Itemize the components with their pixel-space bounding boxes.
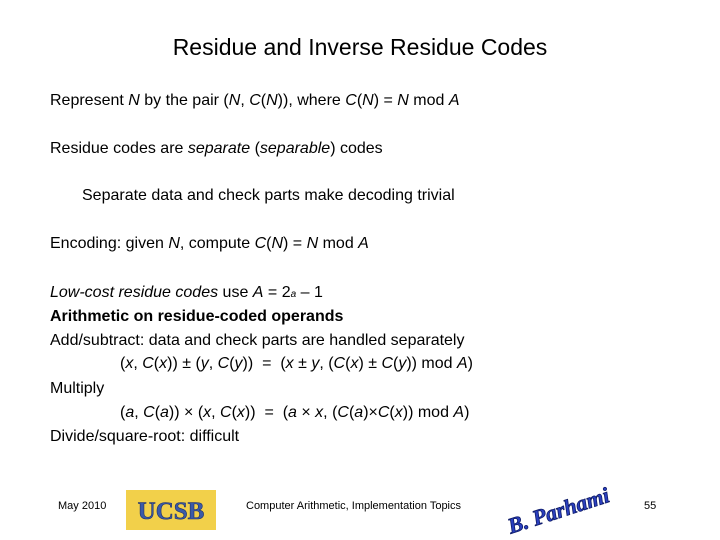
ucsb-logo — [126, 490, 216, 530]
ucsb-logo-text: UCSB — [137, 498, 205, 525]
line-decoding-trivial: Separate data and check parts make decoding trivial — [82, 187, 455, 204]
page-number: 55 — [644, 500, 657, 512]
line-add-subtract: Add/subtract: data and check parts are handled separately — [50, 332, 465, 349]
line-represent: Represent N by the pair (N, C(N)), where C(N) = N mod A — [50, 92, 460, 109]
line-separate-codes: Residue codes are separate (separable) codes — [50, 140, 383, 157]
signature-text: B. Parhami — [504, 482, 613, 539]
line-encoding: Encoding: given N, compute C(N) = N mod A — [50, 235, 369, 252]
slide-title: Residue and Inverse Residue Codes — [172, 34, 548, 60]
line-add-formula: (x, C(x)) ± (y, C(y)) = (x ± y, (C(x) ± C(y)) mod A) — [120, 355, 473, 372]
signature-logo — [504, 482, 613, 539]
footer-date: May 2010 — [58, 500, 107, 512]
line-multiply-formula: (a, C(a)) × (x, C(x)) = (a × x, (C(a)×C(x)) mod A) — [120, 404, 470, 421]
footer-title: Computer Arithmetic, Implementation Topics — [246, 500, 461, 512]
line-low-cost: Low-cost residue codes use A = 2a – 1 — [50, 284, 323, 301]
line-arithmetic-heading: Arithmetic on residue-coded operands — [50, 308, 344, 325]
line-multiply: Multiply — [50, 380, 105, 397]
line-divide: Divide/square-root: difficult — [50, 428, 240, 445]
